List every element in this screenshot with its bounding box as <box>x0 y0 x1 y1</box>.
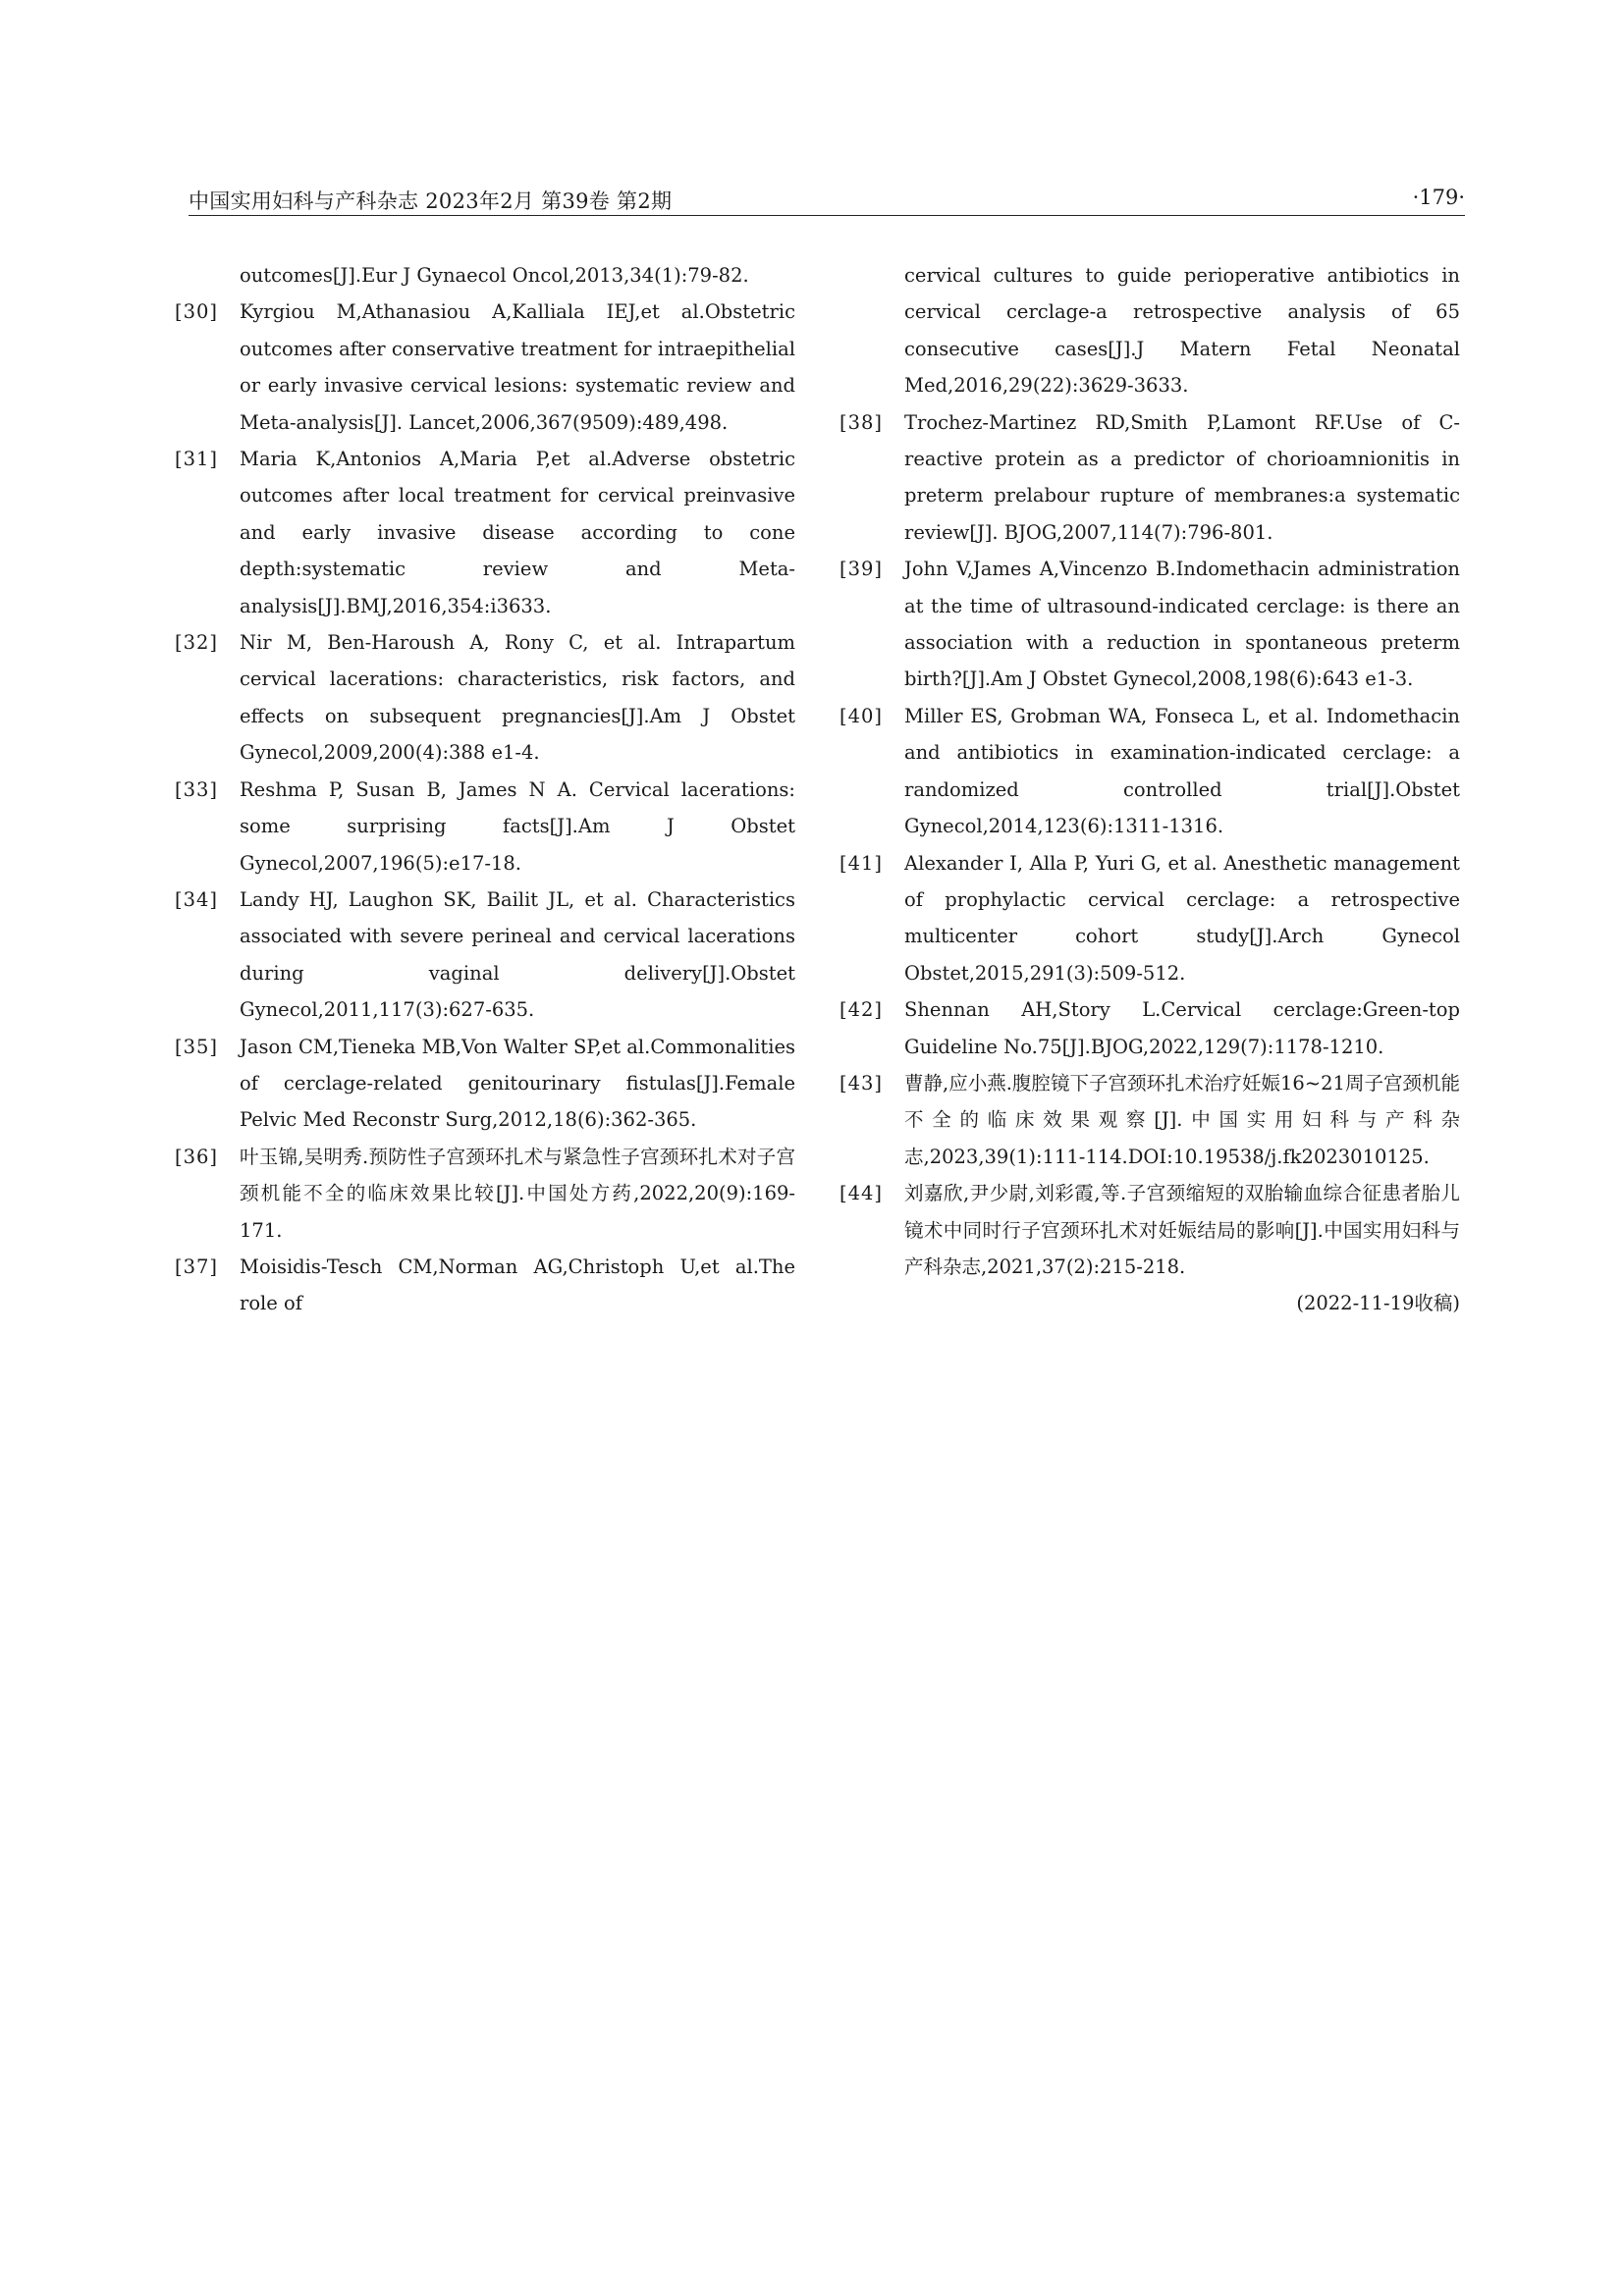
reference-text: cervical cultures to guide perioperative antibiotics in cervical cerclage-a retrospective analysis of 65 consecutive cases[J].J Matern Fetal Neonatal Med,2016,29(22):3629-3633. <box>904 264 1460 398</box>
reference-number: [42] <box>839 998 884 1022</box>
reference-item <box>175 1139 795 1249</box>
reference-item <box>175 441 795 624</box>
reference-text: 曹静,应小燕.腹腔镜下子宫颈环扎术治疗妊娠16~21周子宫颈机能不全的临床效果观察[J].中国实用妇科与产科杂志,2023,39(1):111-114.DOI:10.19538/j.fk2023010125. <box>904 1071 1460 1168</box>
reference-text: Moisidis-Tesch CM,Norman AG,Christoph U,et al.The role of <box>240 1255 795 1315</box>
reference-text: Nir M, Ben-Haroush A, Rony C, et al. Intrapartum cervical lacerations: characteristics, risk factors, and effects on subsequent pregnancies[J].Am J Obstet Gynecol,2009,200(4):388 e1-4. <box>240 631 795 765</box>
reference-text: 刘嘉欣,尹少尉,刘彩霞,等.子宫颈缩短的双胎输血综合征患者胎儿镜术中同时行子宫颈环扎术对妊娠结局的影响[J].中国实用妇科与产科杂志,2021,37(2):215-218. <box>904 1182 1460 1278</box>
reference-number: [38] <box>839 410 884 434</box>
reference-number: [40] <box>839 704 884 727</box>
reference-item <box>839 991 1460 1065</box>
reference-text: Jason CM,Tieneka MB,Von Walter SP,et al.Commonalities of cerclage-related genitourinary fistulas[J].Female Pelvic Med Reconstr Surg,2012,18(6):362-365. <box>240 1035 795 1132</box>
reference-text: John V,James A,Vincenzo B.Indomethacin administration at the time of ultrasound-indicated cerclage: is there an association with a reduction in spontaneous preterm birth?[J].Am J Obstet Gynecol,2008,198(6):643 e1-3. <box>904 558 1460 691</box>
reference-item <box>839 551 1460 698</box>
reference-number: [39] <box>839 558 884 581</box>
reference-item <box>839 1065 1460 1175</box>
reference-item <box>175 881 795 1029</box>
reference-item <box>175 624 795 772</box>
reference-item <box>175 1029 795 1139</box>
reference-item <box>175 1249 795 1322</box>
page-header <box>189 180 1465 219</box>
reference-number: [37] <box>175 1255 219 1278</box>
reference-text: Alexander I, Alla P, Yuri G, et al. Anesthetic management of prophylactic cervical cerclage: a retrospective multicenter cohort study[J].Arch Gynecol Obstet,2015,291(3):509-512. <box>904 851 1460 985</box>
journal-title: 中国实用妇科与产科杂志 2023年2月 第39卷 第2期 <box>189 189 673 213</box>
reference-number: [41] <box>839 851 884 875</box>
reference-text: Reshma P, Susan B, James N A. Cervical lacerations: some surprising facts[J].Am J Obstet Gynecol,2007,196(5):e17-18. <box>240 777 795 875</box>
reference-item <box>839 845 1460 992</box>
reference-item <box>175 257 795 294</box>
header-rule <box>189 215 1465 216</box>
reference-number: [44] <box>839 1182 884 1205</box>
reference-text: Landy HJ, Laughon SK, Bailit JL, et al. Characteristics associated with severe perineal and cervical lacerations during vaginal delivery[J].Obstet Gynecol,2011,117(3):627-635. <box>240 887 795 1022</box>
reference-item <box>175 294 795 441</box>
reference-number: [31] <box>175 448 219 471</box>
references-left-column <box>175 257 795 1322</box>
reference-item <box>839 1175 1460 1285</box>
received-date: (2022-11-19收稿) <box>1296 1292 1460 1315</box>
reference-number: [43] <box>839 1071 884 1095</box>
references-right-column <box>839 257 1460 1322</box>
reference-text: Maria K,Antonios A,Maria P,et al.Adverse obstetric outcomes after local treatment for cervical preinvasive and early invasive disease according to cone depth:systematic review and Meta-analysis[J].BMJ,2016,354:i3633. <box>240 448 795 617</box>
page-number: ·179· <box>1412 186 1465 209</box>
reference-number: [34] <box>175 887 219 911</box>
reference-text: Trochez-Martinez RD,Smith P,Lamont RF.Use of C-reactive protein as a predictor of chorioamnionitis in preterm prelabour rupture of membranes:a systematic review[J]. BJOG,2007,114(7):796-801. <box>904 410 1460 544</box>
reference-item <box>839 257 1460 404</box>
reference-text: 叶玉锦,吴明秀.预防性子宫颈环扎术与紧急性子宫颈环扎术对子宫颈机能不全的临床效果比较[J].中国处方药,2022,20(9):169-171. <box>240 1145 795 1242</box>
reference-number: [36] <box>175 1145 219 1168</box>
reference-text: Kyrgiou M,Athanasiou A,Kalliala IEJ,et al.Obstetric outcomes after conservative treatment for intraepithelial or early invasive cervical lesions: systematic review and Meta-analysis[J]. Lancet,2006,367(9509):489,498. <box>240 300 795 434</box>
reference-number: [33] <box>175 777 219 801</box>
reference-number: [32] <box>175 631 219 655</box>
reference-number: [30] <box>175 300 219 324</box>
reference-text: outcomes[J].Eur J Gynaecol Oncol,2013,34(1):79-82. <box>240 264 749 287</box>
reference-text: Shennan AH,Story L.Cervical cerclage:Green-top Guideline No.75[J].BJOG,2022,129(7):1178-1210. <box>904 998 1460 1058</box>
reference-item <box>839 404 1460 552</box>
reference-item <box>175 772 795 881</box>
reference-text: Miller ES, Grobman WA, Fonseca L, et al. Indomethacin and antibiotics in examination-indicated cerclage: a randomized controlled trial[J].Obstet Gynecol,2014,123(6):1311-1316. <box>904 704 1460 838</box>
reference-item <box>839 698 1460 845</box>
reference-number: [35] <box>175 1035 219 1058</box>
